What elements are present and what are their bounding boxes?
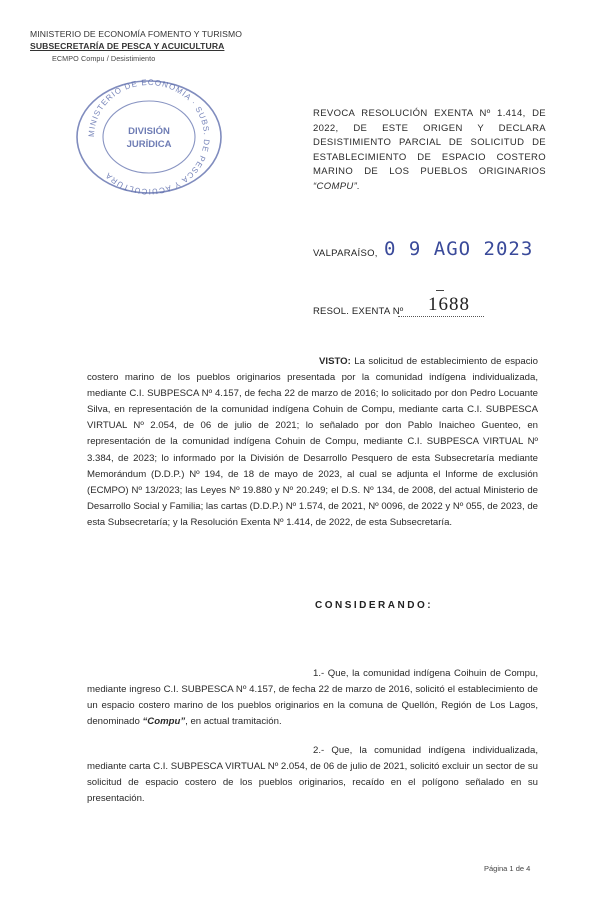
stamp-ring-text: MINISTERIO DE ECONOMÍA · SUBS. DE PESCA Y ACUICULTURA — [86, 78, 212, 196]
resolution-number: 1688 — [428, 294, 470, 315]
ministry-name: MINISTERIO DE ECONOMÍA FOMENTO Y TURISMO — [30, 29, 243, 39]
number-underline — [398, 316, 484, 317]
stamp-line-1: DIVISIÓN — [128, 126, 170, 137]
consideration-2 — [87, 743, 538, 807]
number-mark — [436, 290, 444, 291]
visto-paragraph — [87, 354, 538, 531]
resolution-label: RESOL. EXENTA Nº — [313, 306, 404, 317]
page-number: Página 1 de 4 — [484, 864, 531, 873]
place-label: VALPARAÍSO, — [313, 248, 378, 259]
subsecretaria-name: SUBSECRETARÍA DE PESCA Y ACUICULTURA — [30, 41, 225, 51]
considerando-heading: CONSIDERANDO: — [315, 600, 434, 611]
resolution-summary — [313, 107, 546, 194]
document-reference: ECMPO Compu / Desistimiento — [52, 54, 156, 63]
stamp-line-2: JURÍDICA — [126, 139, 172, 150]
summary-italic-name: “COMPU”. — [313, 180, 361, 192]
visto-heading: VISTO: — [319, 356, 351, 367]
visto-body: La solicitud de establecimiento de espacio costero marino de los pueblos originarios presentada por la comunidad indígena individualizada, mediante C.I. SUBPESCA Nº 4.157, de fecha 22 de marzo de 2016; lo solicitado por don Pedro Locuante Silva, en representación de la comunidad indígena Cohuin de Compu, mediante carta C.I. SUBPESCA VIRTUAL Nº 2.054, de 06 de julio de 2021; lo señalado por don Pablo Inaicheo Guenteo, en representación de la comunidad indígena Cohuin de Compu, mediante C.I. SUBPESCA VIRTUAL Nº 3.384, de 2023; lo informado por la División de Desarrollo Pesquero de esta Subsecretaría mediante Memorándum (D.D.P.) Nº 194, de 18 de mayo de 2023, al cual se adjunta el Informe de exclusión (ECMPO) Nº 13/2023; las Leyes Nº 19.880 y Nº 20.249; el D.S. Nº 134, de 2008, del actual Ministerio de Desarrollo Social y Familia; las cartas (D.D.P.) Nº 1.574, de 2021, Nº 0096, de 2022 y Nº 055, de 2023, de esta Subsecretaría; y la Resolución Exenta Nº 1.414, de 2022, de esta Subsecretaría. — [87, 356, 538, 528]
summary-text: REVOCA RESOLUCIÓN EXENTA Nº 1.414, DE 2022, DE ESTE ORIGEN Y DECLARA DESISTIMIENTO PARCIAL DE SOLICITUD DE ESTABLECIMIENTO DE ESPACIO COSTERO MARINO DE LOS PUEBLOS ORIGINARIOS — [313, 108, 546, 177]
consideration-1-text: 1.- Que, la comunidad indígena Coihuin de Compu, mediante ingreso C.I. SUBPESCA Nº 4.157, de fecha 22 de marzo de 2016, solicitó el establecimiento de un espacio costero marino de los pueblos originarios en la comuna de Quellón, Región de Los Lagos, denominado — [87, 668, 538, 728]
division-juridica-stamp — [72, 78, 226, 196]
consideration-1-tail: , en actual tramitación. — [185, 716, 282, 728]
consideration-2-text: 2.- Que, la comunidad indígena individualizada, mediante carta C.I. SUBPESCA VIRTUAL Nº 2.054, de 06 de julio de 2021, solicitó excluir un sector de su solicitud de espacio costero de los pueblos originarios, recaído en el polígono señalado en su presentación. — [87, 745, 538, 805]
svg-text:MINISTERIO DE ECONOMÍA · SUBS. — [87, 78, 211, 196]
consideration-1 — [87, 666, 538, 730]
consideration-1-emphasis: “Compu” — [142, 716, 186, 728]
date-stamp: 0 9 AGO 2023 — [384, 238, 534, 260]
